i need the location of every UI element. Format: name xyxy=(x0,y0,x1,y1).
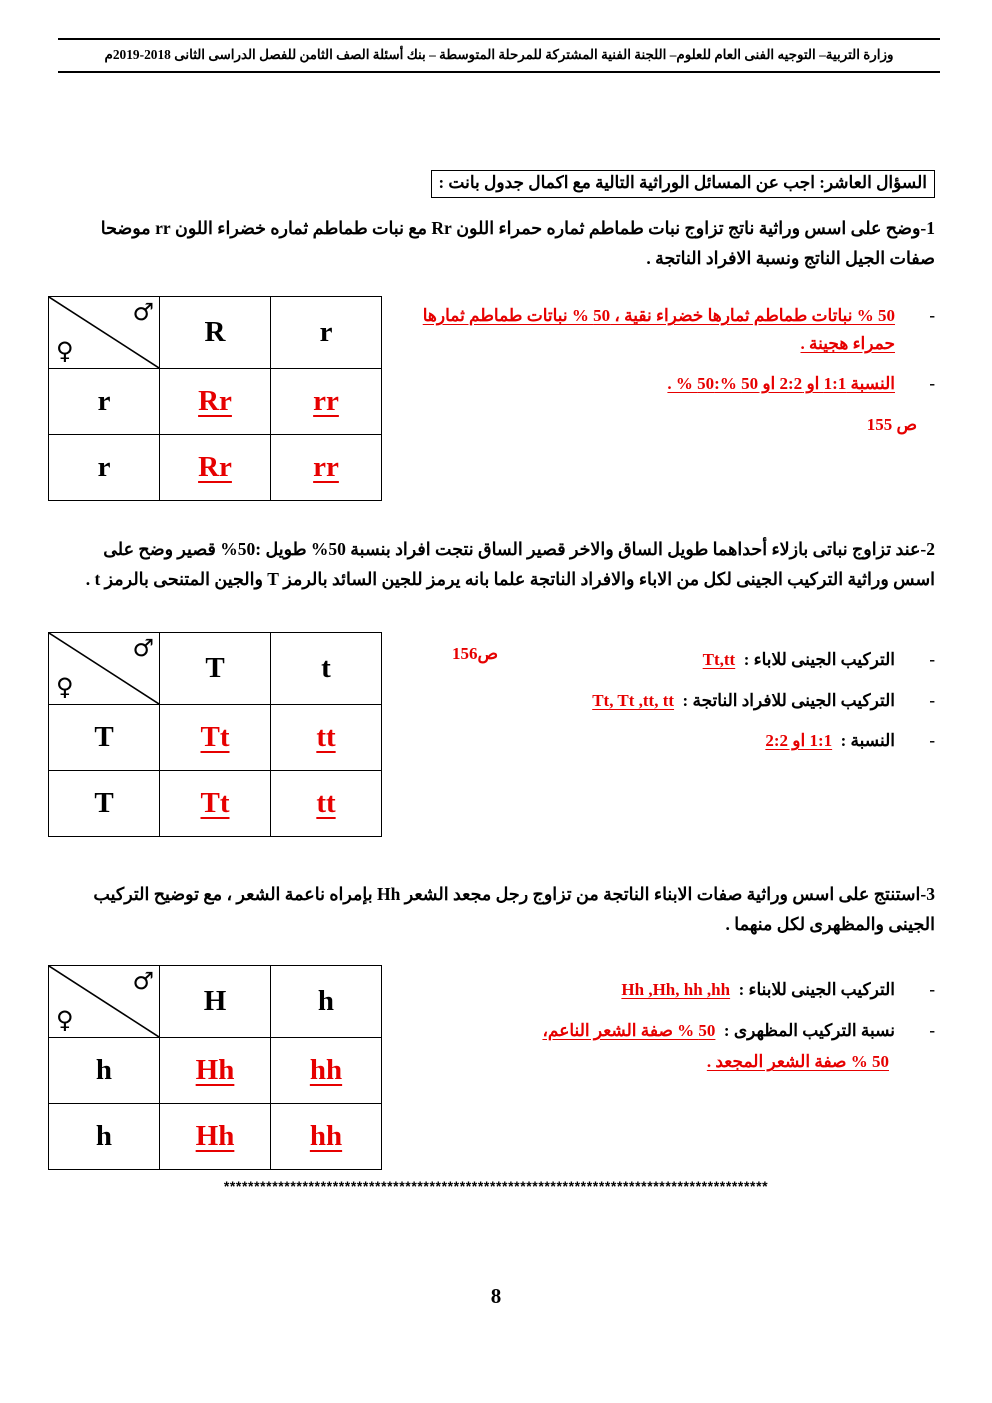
punnett-row-header: r xyxy=(49,435,160,501)
punnett-row xyxy=(49,1104,382,1170)
bullet-dash: - xyxy=(929,690,935,710)
punnett-row xyxy=(49,435,382,501)
answer-label: التركيب الجينى للاباء : xyxy=(743,650,895,669)
question-2-text: 2-عند تزاوج نباتى بازلاء أحداهما طويل الساق والاخر قصير الساق نتجت افراد بنسبة 50% طويل :50% قصير وضح على اسس وراثية التركيب الجينى لكل من الاباء والافراد الناتجة علما بانه يرمز للجين السائد بالرمز T والجين المتنحى بالرمز t . xyxy=(85,539,935,590)
page-number: 8 xyxy=(490,1284,502,1308)
answer-value: Tt, Tt ,tt, tt xyxy=(592,690,675,710)
answer-label: النسبة : xyxy=(840,731,895,751)
punnett-table-2 xyxy=(48,632,382,837)
punnett-header-row xyxy=(49,297,382,369)
asterisk-separator: ****************************************************************************************** xyxy=(223,1178,769,1194)
punnett-col-header: h xyxy=(271,966,382,1038)
punnett-cell: rr xyxy=(271,369,382,435)
punnett-row-header: h xyxy=(49,1104,160,1170)
page-reference: ص156 xyxy=(452,644,499,663)
punnett-corner xyxy=(49,297,160,369)
answer-block-3 xyxy=(515,976,935,1076)
answer-line xyxy=(407,302,935,357)
question-title-text: السؤال العاشر: اجب عن المسائل الوراثية التالية مع اكمال جدول بانت : xyxy=(438,173,927,192)
punnett-row-header: T xyxy=(49,705,160,771)
punnett-col-header: R xyxy=(160,297,271,369)
answer-text: النسبة 1:1 او 2:2 او 50 %:50 % . xyxy=(667,374,895,394)
bullet-dash: - xyxy=(929,374,935,394)
answer-value: Hh ,Hh, hh ,hh xyxy=(621,980,731,999)
document-header xyxy=(58,38,940,73)
punnett-cell: hh xyxy=(271,1104,382,1170)
punnett-row xyxy=(49,369,382,435)
female-icon: ♀ xyxy=(56,673,74,701)
answer-line xyxy=(515,1017,935,1045)
answer-line xyxy=(407,370,935,398)
punnett-cell: tt xyxy=(271,771,382,837)
punnett-col-header: T xyxy=(160,633,271,705)
bullet-dash: - xyxy=(929,980,935,999)
header-text: وزارة التربية– التوجيه الفنى العام للعلوم– اللجنة الفنية المشتركة للمرحلة المتوسطة – بنك أسئلة الصف الثامن للفصل الدراسى الثانى 2018-2019م xyxy=(104,47,894,62)
punnett-row-header: h xyxy=(49,1038,160,1104)
bullet-dash: - xyxy=(929,650,935,669)
punnett-table-3 xyxy=(48,965,382,1170)
punnett-corner xyxy=(49,966,160,1038)
punnett-cell: tt xyxy=(271,705,382,771)
bullet-dash: - xyxy=(929,731,935,751)
punnett-row xyxy=(49,705,382,771)
answer-line xyxy=(465,687,935,715)
answer-text: 50 % نباتات طماطم ثمارها خضراء نقية ، 50 % نباتات طماطم ثمارها حمراء هجينة . xyxy=(422,306,895,353)
answer-value: 50 % صفة الشعر الناعم، xyxy=(542,1020,716,1040)
female-icon: ♀ xyxy=(56,337,74,365)
answer-block-2 xyxy=(465,646,935,768)
female-icon: ♀ xyxy=(56,1006,74,1034)
punnett-row-header: T xyxy=(49,771,160,837)
male-icon: ♂ xyxy=(132,298,154,326)
answer-block-1 xyxy=(407,302,935,438)
bullet-dash: - xyxy=(929,1020,935,1040)
punnett-cell: Rr xyxy=(160,369,271,435)
male-icon: ♂ xyxy=(132,634,154,662)
punnett-cell: Tt xyxy=(160,705,271,771)
question-1-text: 1-وضح على اسس وراثية ناتج تزاوج نبات طماطم ثماره حمراء اللون Rr مع نبات طماطم ثماره خضراء اللون rr موضحا صفات الجيل الناتج ونسبة الافراد الناتجة . xyxy=(100,218,935,269)
punnett-table-1 xyxy=(48,296,382,501)
answer-line xyxy=(515,976,935,1004)
punnett-col-header: t xyxy=(271,633,382,705)
punnett-cell: Hh xyxy=(160,1104,271,1170)
answer-value-continued: 50 % صفة الشعر المجعد . xyxy=(706,1052,889,1072)
question-3-text: 3-استنتج على اسس وراثية صفات الابناء الناتجة من تزاوج رجل مجعد الشعر Hh بإمراه ناعمة الشعر ، مع توضيح التركيب الجينى والمظهرى لكل منهما . xyxy=(93,884,935,935)
page-reference: ص 155 xyxy=(866,414,917,434)
question-title-box xyxy=(431,170,935,198)
punnett-col-header: r xyxy=(271,297,382,369)
answer-line xyxy=(465,646,935,674)
punnett-row-header: r xyxy=(49,369,160,435)
punnett-header-row xyxy=(49,633,382,705)
answer-value: Tt,tt xyxy=(702,650,736,669)
answer-label: نسبة التركيب المظهرى : xyxy=(723,1020,895,1040)
bullet-dash: - xyxy=(929,306,935,325)
punnett-header-row xyxy=(49,966,382,1038)
punnett-cell: Tt xyxy=(160,771,271,837)
punnett-cell: hh xyxy=(271,1038,382,1104)
punnett-row xyxy=(49,1038,382,1104)
answer-label: التركيب الجينى للابناء : xyxy=(738,980,895,999)
punnett-corner xyxy=(49,633,160,705)
answer-line xyxy=(465,727,935,755)
punnett-col-header: H xyxy=(160,966,271,1038)
punnett-cell: Hh xyxy=(160,1038,271,1104)
punnett-cell: rr xyxy=(271,435,382,501)
answer-value: 1:1 او 2:2 xyxy=(765,731,833,751)
punnett-cell: Rr xyxy=(160,435,271,501)
punnett-row xyxy=(49,771,382,837)
answer-label: التركيب الجينى للافراد الناتجة : xyxy=(682,690,895,710)
male-icon: ♂ xyxy=(132,967,154,995)
